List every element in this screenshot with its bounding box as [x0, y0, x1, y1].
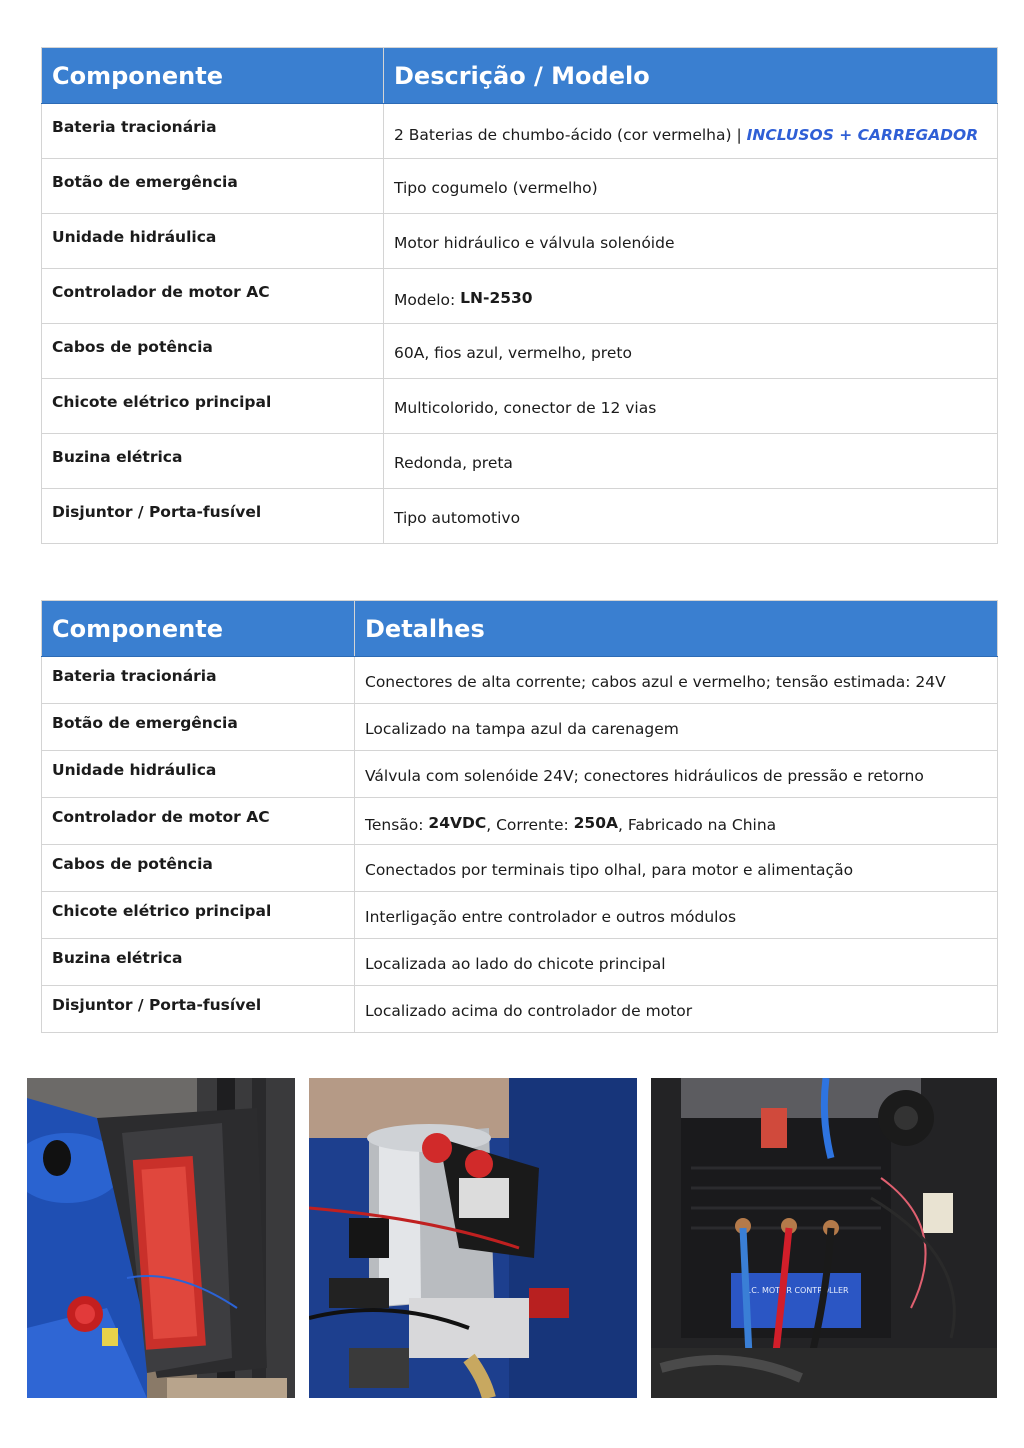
details-cell: Localizado na tampa azul da carenagem [355, 704, 998, 751]
details-cell: Localizado acima do controlador de motor [355, 986, 998, 1033]
table-row [42, 489, 998, 544]
component-cell: Disjuntor / Porta-fusível [42, 986, 355, 1033]
table-row [42, 798, 998, 845]
component-cell: Unidade hidráulica [42, 214, 384, 269]
table-row [42, 434, 998, 489]
component-cell: Chicote elétrico principal [42, 892, 355, 939]
current-value: 250A [573, 814, 618, 832]
description-cell: Modelo: LN-2530 [384, 269, 998, 324]
component-cell: Cabos de potência [42, 845, 355, 892]
voltage-value: 24VDC [428, 814, 487, 832]
table-row [42, 751, 998, 798]
table-row [42, 892, 998, 939]
table-row [42, 159, 998, 214]
components-table-1 [41, 47, 998, 544]
description-cell: Tipo automotivo [384, 489, 998, 544]
table-row [42, 269, 998, 324]
component-cell: Botão de emergência [42, 159, 384, 214]
components-table-2 [41, 600, 998, 1033]
component-cell: Disjuntor / Porta-fusível [42, 489, 384, 544]
header-componente: Componente [42, 601, 355, 657]
table-header-row [42, 48, 998, 104]
component-cell: Cabos de potência [42, 324, 384, 379]
header-descricao-modelo: Descrição / Modelo [384, 48, 998, 104]
table-row [42, 986, 998, 1033]
table-row [42, 104, 998, 159]
details-cell: Tensão: 24VDC, Corrente: 250A, Fabricado na China [355, 798, 998, 845]
hydraulic-unit-photo [309, 1078, 637, 1398]
details-cell: Conectores de alta corrente; cabos azul e vermelho; tensão estimada: 24V [355, 657, 998, 704]
details-cell: Válvula com solenóide 24V; conectores hidráulicos de pressão e retorno [355, 751, 998, 798]
component-cell: Controlador de motor AC [42, 798, 355, 845]
table-row [42, 214, 998, 269]
table-row [42, 939, 998, 986]
description-cell: Motor hidráulico e válvula solenóide [384, 214, 998, 269]
details-cell: Interligação entre controlador e outros módulos [355, 892, 998, 939]
table-row [42, 324, 998, 379]
component-cell: Chicote elétrico principal [42, 379, 384, 434]
description-cell: Tipo cogumelo (vermelho) [384, 159, 998, 214]
details-cell: Conectados por terminais tipo olhal, para motor e alimentação [355, 845, 998, 892]
table-row [42, 845, 998, 892]
included-badge: INCLUSOS + CARREGADOR [746, 126, 979, 144]
table-row [42, 704, 998, 751]
table-row [42, 657, 998, 704]
component-cell: Controlador de motor AC [42, 269, 384, 324]
motor-controller-photo [651, 1078, 997, 1398]
header-detalhes: Detalhes [355, 601, 998, 657]
description-cell: 2 Baterias de chumbo-ácido (cor vermelha) | INCLUSOS + CARREGADOR [384, 104, 998, 159]
component-cell: Buzina elétrica [42, 939, 355, 986]
table-header-row [42, 601, 998, 657]
component-cell: Buzina elétrica [42, 434, 384, 489]
component-cell: Bateria tracionária [42, 104, 384, 159]
battery-compartment-photo [27, 1078, 295, 1398]
description-cell: Multicolorido, conector de 12 vias [384, 379, 998, 434]
component-cell: Unidade hidráulica [42, 751, 355, 798]
description-cell: 60A, fios azul, vermelho, preto [384, 324, 998, 379]
details-cell: Localizada ao lado do chicote principal [355, 939, 998, 986]
component-cell: Botão de emergência [42, 704, 355, 751]
description-cell: Redonda, preta [384, 434, 998, 489]
model-value: LN-2530 [460, 289, 533, 307]
component-cell: Bateria tracionária [42, 657, 355, 704]
table-row [42, 379, 998, 434]
controller-label: A.C. MOTOR CONTROLLER [743, 1286, 849, 1295]
header-componente: Componente [42, 48, 384, 104]
